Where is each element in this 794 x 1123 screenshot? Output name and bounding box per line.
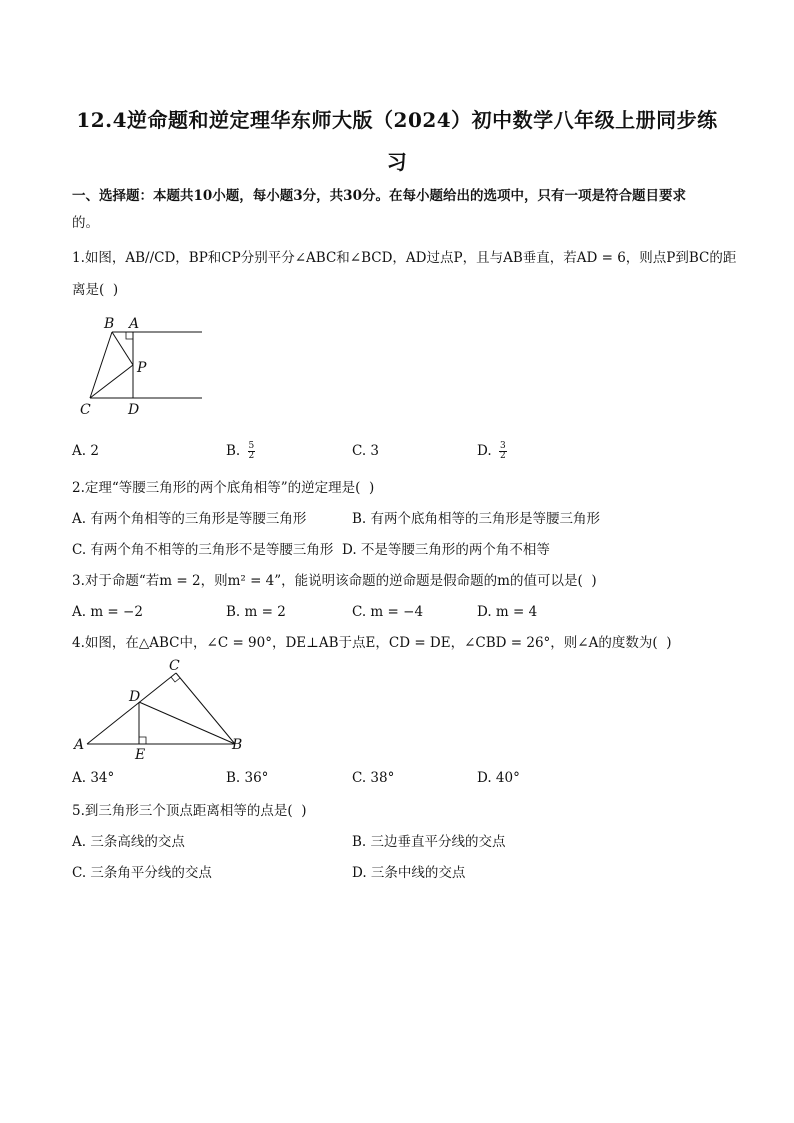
- q1-option-b[interactable]: [226, 442, 255, 461]
- q1-option-c[interactable]: C. 3: [352, 443, 380, 459]
- question-4-stem: 4.如图，在△ABC中，∠C = 90°，DE⊥AB于点E，CD = DE，∠CBD = 26°，则∠A的度数为( ): [72, 635, 672, 651]
- question-3-stem: 3.对于命题“若m = 2，则m² = 4”，能说明该命题的逆命题是假命题的m的值可以是( ): [72, 573, 597, 589]
- label-C: C: [169, 658, 180, 674]
- label-B: B: [232, 737, 243, 753]
- section-instructions: 一、选择题：本题共10小题，每小题3分，共30分。在每小题给出的选项中，只有一项是符合题目要求: [72, 188, 686, 204]
- q2-option-d[interactable]: D. 不是等腰三角形的两个角不相等: [342, 542, 550, 558]
- question-1-figure: [76, 314, 206, 420]
- q2-option-b[interactable]: B. 有两个底角相等的三角形是等腰三角形: [352, 511, 601, 527]
- label-D: D: [129, 689, 141, 705]
- q2-option-a[interactable]: A. 有两个角相等的三角形是等腰三角形: [72, 511, 307, 527]
- q1-option-b-fraction: $\frac{5}{2}$: [248, 441, 255, 461]
- q1-option-d-prefix: D.: [477, 443, 492, 459]
- q3-option-b[interactable]: B. m = 2: [226, 604, 286, 620]
- q3-option-a[interactable]: A. m = −2: [72, 604, 143, 620]
- q4-option-c[interactable]: C. 38°: [352, 770, 395, 786]
- label-C: C: [80, 402, 91, 418]
- question-5-stem: 5.到三角形三个顶点距离相等的点是( ): [72, 803, 307, 819]
- question-2-stem: 2.定理“等腰三角形的两个底角相等”的逆定理是( ): [72, 480, 375, 496]
- right-angle-mark-E: [139, 737, 146, 744]
- label-D: D: [128, 402, 140, 418]
- q1-option-d[interactable]: [477, 442, 507, 461]
- q1-option-a[interactable]: A. 2: [72, 443, 99, 459]
- question-1-stem: 1.如图，AB//CD，BP和CP分别平分∠ABC和∠BCD，AD过点P，且与AB垂直，若AD = 6，则点P到BC的距: [72, 250, 737, 266]
- q4-option-b[interactable]: B. 36°: [226, 770, 269, 786]
- q4-option-a[interactable]: A. 34°: [72, 770, 115, 786]
- question-4-figure: [72, 656, 252, 762]
- label-E: E: [135, 747, 146, 762]
- section-instructions-continued: 的。: [72, 215, 99, 231]
- q3-option-c[interactable]: C. m = −4: [352, 604, 424, 620]
- document-title: 12.4逆命题和逆定理华东师大版（2024）初中数学八年级上册同步练: [76, 108, 718, 132]
- q5-option-c[interactable]: C. 三条角平分线的交点: [72, 865, 212, 881]
- label-B: B: [104, 316, 115, 332]
- q5-option-b[interactable]: B. 三边垂直平分线的交点: [352, 834, 506, 850]
- right-angle-mark: [126, 332, 133, 339]
- question-1-stem-continued: 离是( ): [72, 282, 119, 298]
- q4-option-d[interactable]: D. 40°: [477, 770, 520, 786]
- q3-option-d[interactable]: D. m = 4: [477, 604, 538, 620]
- q1-option-b-prefix: B.: [226, 443, 241, 459]
- label-P: P: [137, 360, 147, 376]
- q1-option-d-fraction: $\frac{3}{2}$: [499, 441, 506, 461]
- q2-option-c[interactable]: C. 有两个角不相等的三角形不是等腰三角形: [72, 542, 334, 558]
- label-A: A: [129, 316, 140, 332]
- right-angle-mark-C: [171, 677, 180, 682]
- q5-option-a[interactable]: A. 三条高线的交点: [72, 834, 185, 850]
- label-A: A: [74, 737, 85, 753]
- q5-option-d[interactable]: D. 三条中线的交点: [352, 865, 466, 881]
- document-title-continued: 习: [386, 150, 408, 174]
